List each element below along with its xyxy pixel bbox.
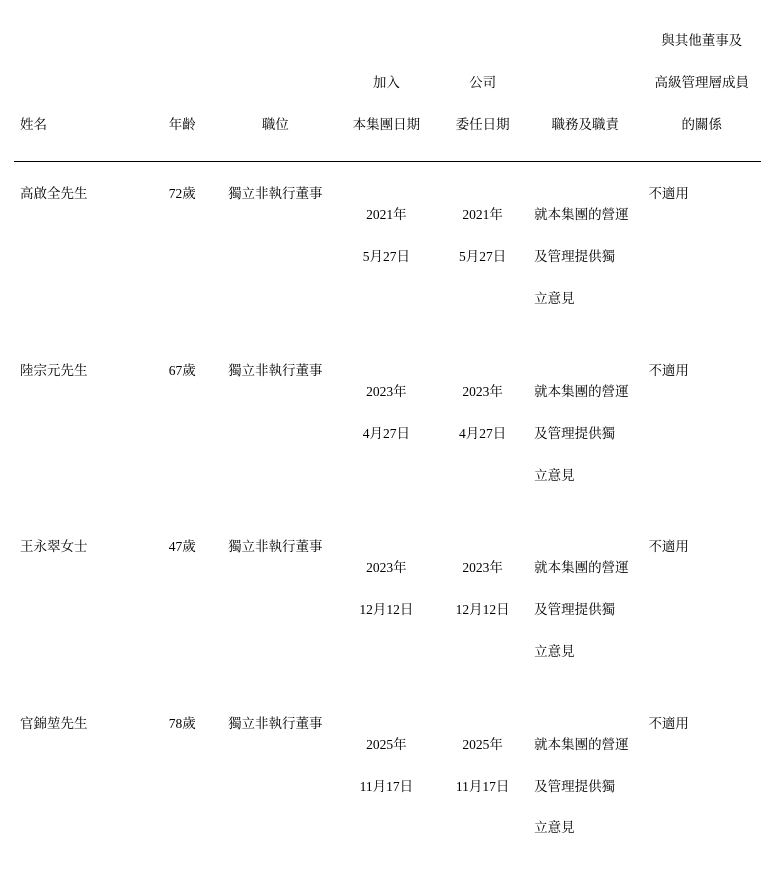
column-header-appointment-date-line-2: 委任日期 — [455, 116, 510, 132]
cell-join-date-line-2: 12月12日 — [359, 602, 414, 618]
column-header-duties — [528, 10, 642, 162]
table-row — [14, 162, 761, 345]
cell-name: 王永翠女士 — [20, 539, 88, 555]
cell-duties — [528, 698, 642, 874]
cell-join-date-line-1: 2023年 — [366, 560, 407, 576]
cell-join-date-line-2: 4月27日 — [362, 425, 411, 441]
cell-join-date — [336, 345, 438, 521]
cell-position: 獨立非執行董事 — [228, 715, 323, 731]
cell-appointment-date-line-2: 4月27日 — [459, 425, 507, 441]
column-header-name-line-1: 姓名 — [20, 116, 47, 132]
table-row — [14, 345, 761, 521]
cell-duties — [528, 162, 642, 345]
column-header-relationship — [642, 10, 761, 162]
cell-duties-line-3: 立意見 — [534, 820, 575, 836]
cell-duties-line-1: 就本集團的營運 — [534, 207, 629, 223]
cell-age: 47歲 — [168, 539, 196, 555]
cell-appointment-date-line-1: 2025年 — [462, 736, 503, 752]
cell-age: 78歲 — [168, 715, 196, 731]
column-header-relationship-line-2: 高級管理層成員 — [654, 74, 749, 90]
table-row — [14, 521, 761, 697]
column-header-position — [215, 10, 336, 162]
table-header — [14, 10, 761, 162]
cell-duties-line-1: 就本集團的營運 — [534, 736, 629, 752]
cell-relationship: 不適用 — [648, 539, 689, 555]
cell-join-date — [336, 521, 438, 697]
column-header-duties-line-1: 職務及職責 — [551, 116, 620, 132]
column-header-age — [149, 10, 215, 162]
cell-duties-line-3: 立意見 — [534, 467, 575, 483]
cell-appointment-date-line-1: 2023年 — [462, 560, 503, 576]
cell-join-date — [336, 162, 438, 345]
cell-duties-line-2: 及管理提供獨 — [534, 249, 616, 265]
column-header-position-line-1: 職位 — [261, 116, 289, 132]
cell-duties-line-3: 立意見 — [534, 643, 575, 659]
cell-duties-line-1: 就本集團的營運 — [534, 560, 629, 576]
cell-age: 67歲 — [168, 362, 196, 378]
cell-position: 獨立非執行董事 — [228, 186, 323, 202]
cell-duties-line-2: 及管理提供獨 — [534, 778, 616, 794]
cell-join-date-line-1: 2021年 — [366, 207, 407, 223]
cell-duties-line-1: 就本集團的營運 — [534, 383, 629, 399]
directors-table — [14, 10, 761, 874]
cell-join-date-line-1: 2025年 — [366, 736, 407, 752]
column-header-join-date-line-2: 本集團日期 — [352, 116, 421, 132]
cell-appointment-date-line-2: 5月27日 — [459, 249, 507, 265]
cell-relationship: 不適用 — [648, 715, 689, 731]
cell-name: 陸宗元先生 — [20, 362, 88, 378]
cell-position: 獨立非執行董事 — [228, 362, 323, 378]
cell-join-date-line-2: 11月17日 — [359, 778, 414, 794]
column-header-join-date — [336, 10, 438, 162]
cell-join-date-line-2: 5月27日 — [362, 249, 411, 265]
column-header-relationship-line-3: 的關係 — [681, 116, 722, 132]
cell-appointment-date-line-2: 12月12日 — [455, 602, 510, 618]
cell-duties — [528, 521, 642, 697]
cell-join-date-line-1: 2023年 — [366, 383, 407, 399]
column-header-appointment-date-line-1: 公司 — [469, 74, 497, 90]
column-header-name — [14, 10, 149, 162]
cell-appointment-date — [437, 345, 528, 521]
cell-relationship: 不適用 — [648, 362, 689, 378]
cell-appointment-date — [437, 162, 528, 345]
cell-relationship: 不適用 — [648, 186, 689, 202]
column-header-age-line-1: 年齡 — [168, 116, 196, 132]
cell-age: 72歲 — [168, 186, 196, 202]
cell-appointment-date — [437, 521, 528, 697]
cell-appointment-date-line-2: 11月17日 — [455, 778, 510, 794]
cell-appointment-date-line-1: 2021年 — [462, 207, 503, 223]
cell-duties-line-2: 及管理提供獨 — [534, 602, 616, 618]
cell-join-date — [336, 698, 438, 874]
cell-duties — [528, 345, 642, 521]
column-header-appointment-date — [437, 10, 528, 162]
cell-duties-line-3: 立意見 — [534, 291, 575, 307]
cell-appointment-date — [437, 698, 528, 874]
column-header-relationship-line-1: 與其他董事及 — [661, 32, 743, 48]
cell-name: 官錦堃先生 — [20, 715, 88, 731]
cell-name: 高啟全先生 — [20, 186, 88, 202]
cell-duties-line-2: 及管理提供獨 — [534, 425, 616, 441]
cell-appointment-date-line-1: 2023年 — [462, 383, 503, 399]
cell-position: 獨立非執行董事 — [228, 539, 323, 555]
table-body — [14, 162, 761, 874]
column-header-join-date-line-1: 加入 — [372, 74, 400, 90]
table-header-row — [14, 10, 761, 162]
table-row — [14, 698, 761, 874]
